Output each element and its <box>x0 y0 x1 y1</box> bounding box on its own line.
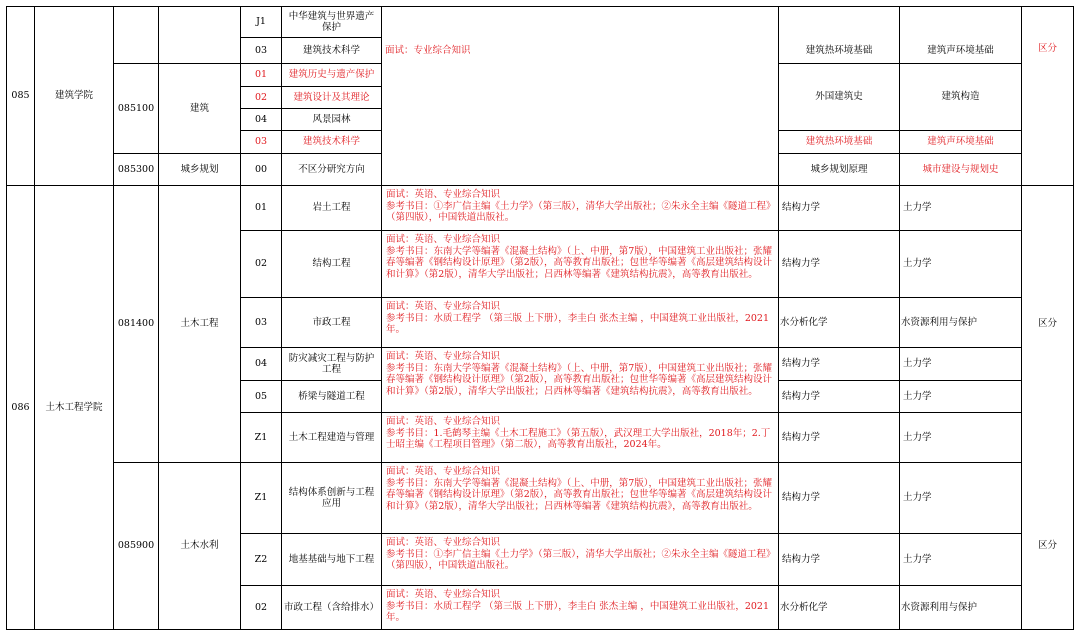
exam-subject-2: 土力学 <box>903 431 932 443</box>
exam-subject-1: 建筑热环境基础 <box>805 136 873 148</box>
exam-subject-1: 城乡规划原理 <box>810 163 868 175</box>
direction-code: 03 <box>254 136 268 148</box>
direction-name: 建筑技术科学 <box>302 136 360 148</box>
direction-code: 04 <box>254 358 268 370</box>
direction-code: 01 <box>254 69 268 81</box>
college-name: 建筑学院 <box>54 90 93 102</box>
direction-code: 05 <box>254 390 268 402</box>
remark: 区分 <box>1037 43 1057 55</box>
reference-note: 面试：英语、专业综合知识 参考书目：①李广信主编《土力学》（第三版），清华大学出版社；②朱永全主编《隧道工程》（第四版），中国铁道出版社。 <box>386 537 776 571</box>
exam-subject-2: 土力学 <box>903 553 932 565</box>
direction-code: 02 <box>254 601 268 613</box>
major-code: 085900 <box>117 540 155 552</box>
exam-subject-2: 土力学 <box>903 492 932 504</box>
direction-code: 01 <box>254 202 268 214</box>
remark: 区分 <box>1037 318 1057 330</box>
exam-subject-1: 结构力学 <box>782 202 821 214</box>
exam-subject-2: 城市建设与规划史 <box>922 163 999 175</box>
exam-subject-2: 水资源利用与保护 <box>901 316 978 328</box>
major-name: 建筑 <box>189 102 209 114</box>
exam-subject-1: 外国建筑史 <box>815 91 863 103</box>
exam-subject-1: 水分析化学 <box>780 601 828 613</box>
direction-name: 风景园林 <box>312 113 351 125</box>
exam-subject-2: 建筑声环境基础 <box>927 136 994 148</box>
direction-code: J1 <box>256 16 266 28</box>
reference-note: 面试：英语、专业综合知识 参考书目：东南大学等编著《混凝土结构》（上、中册，第7版），中国建筑工业出版社；张耀春等编著《钢结构设计原理》（第2版），高等教育出版社；包世华等编著《高层建筑结构设计和计算》（第2版），清华大学出版社；吕西林等编著《建筑结构抗震》，高等教育出版社。 <box>386 466 773 512</box>
direction-name: 土木工程建造与管理 <box>288 431 375 443</box>
direction-code: Z1 <box>254 431 268 443</box>
exam-subject-2: 土力学 <box>903 202 932 214</box>
exam-subject-2: 土力学 <box>903 258 932 270</box>
exam-subject-2: 建筑声环境基础 <box>927 44 994 56</box>
exam-subject-2: 土力学 <box>903 390 932 402</box>
exam-subject-2: 建筑构造 <box>941 91 980 103</box>
direction-code: Z1 <box>254 492 268 504</box>
exam-subject-1: 结构力学 <box>782 390 821 402</box>
direction-code: Z2 <box>254 553 268 565</box>
exam-subject-1: 建筑热环境基础 <box>805 44 873 56</box>
direction-name: 中华建筑与世界遗产保护 <box>288 10 375 33</box>
college-code: 085 <box>11 90 30 102</box>
direction-code: 03 <box>254 316 268 328</box>
exam-subject-1: 水分析化学 <box>780 316 828 328</box>
exam-subject-1: 结构力学 <box>782 553 821 565</box>
direction-name: 建筑技术科学 <box>302 44 360 56</box>
direction-name: 市政工程 <box>312 316 351 328</box>
direction-name: 桥梁与隧道工程 <box>298 390 365 402</box>
direction-name: 防灾减灾工程与防护工程 <box>288 352 375 375</box>
college-name: 土木工程学院 <box>45 401 103 413</box>
major-code: 081400 <box>117 318 155 330</box>
direction-name: 地基基础与地下工程 <box>288 553 375 565</box>
direction-name: 不区分研究方向 <box>298 163 365 175</box>
direction-name: 建筑设计及其理论 <box>293 91 370 103</box>
major-name: 土木工程 <box>180 318 219 330</box>
reference-note: 面试：英语、专业综合知识 参考书目：水质工程学 （第三版 上下册），李圭白 张杰主编 ，中国建筑工业出版社，2021年。 <box>386 301 770 335</box>
major-code: 085100 <box>117 102 155 114</box>
direction-name: 市政工程（含给排水） <box>283 601 379 613</box>
direction-code: 02 <box>254 91 268 103</box>
exam-subject-1: 结构力学 <box>782 358 821 370</box>
college-code: 086 <box>11 401 30 413</box>
direction-code: 04 <box>254 113 268 125</box>
major-name: 城乡规划 <box>180 163 219 175</box>
exam-subject-1: 结构力学 <box>782 492 821 504</box>
exam-subject-2: 土力学 <box>903 358 932 370</box>
direction-name: 建筑历史与遗产保护 <box>288 69 375 81</box>
reference-note: 面试：英语、专业综合知识 参考书目：东南大学等编著《混凝土结构》（上、中册，第7版），中国建筑工业出版社；张耀春等编著《钢结构设计原理》（第2版），高等教育出版社；包世华等编著《高层建筑结构设计和计算》（第2版），清华大学出版社；吕西林等编著《建筑结构抗震》，高等教育出版社。 <box>386 234 773 280</box>
direction-name: 结构工程 <box>312 258 351 270</box>
exam-subject-2: 水资源利用与保护 <box>901 601 978 613</box>
direction-code: 02 <box>254 258 268 270</box>
major-name: 土木水利 <box>180 540 219 552</box>
reference-note: 面试：英语、专业综合知识 参考书目：水质工程学 （第三版 上下册），李圭白 张杰主编 ，中国建筑工业出版社，2021年。 <box>386 589 770 623</box>
exam-subject-1: 结构力学 <box>782 431 821 443</box>
direction-code: 00 <box>254 163 268 175</box>
reference-note: 面试：英语、专业综合知识 参考书目：①李广信主编《土力学》（第三版），清华大学出版社；②朱永全主编《隧道工程》（第四版），中国铁道出版社。 <box>386 189 776 223</box>
major-code: 085300 <box>117 163 155 175</box>
exam-subject-1: 结构力学 <box>782 258 821 270</box>
direction-code: 03 <box>254 44 268 56</box>
direction-name: 岩土工程 <box>312 202 351 214</box>
reference-note: 面试：英语、专业综合知识 参考书目：1.毛鹤琴主编《土木工程施工》（第五版），武汉理工大学出版社，2018年；2.丁士昭主编《工程项目管理》（第二版），高等教育出版社，2024年。 <box>386 416 771 450</box>
remark: 区分 <box>1037 540 1057 552</box>
direction-name: 结构体系创新与工程应用 <box>288 486 375 509</box>
reference-note: 面试：英语、专业综合知识 参考书目：东南大学等编著《混凝土结构》（上、中册，第7版），中国建筑工业出版社；张耀春等编著《钢结构设计原理》（第2版），高等教育出版社；包世华等编著《高层建筑结构设计和计算》（第2版），清华大学出版社；吕西林等编著《建筑结构抗震》，高等教育出版社。 <box>386 351 773 397</box>
interview-note: 面试：专业综合知识 <box>385 44 471 56</box>
